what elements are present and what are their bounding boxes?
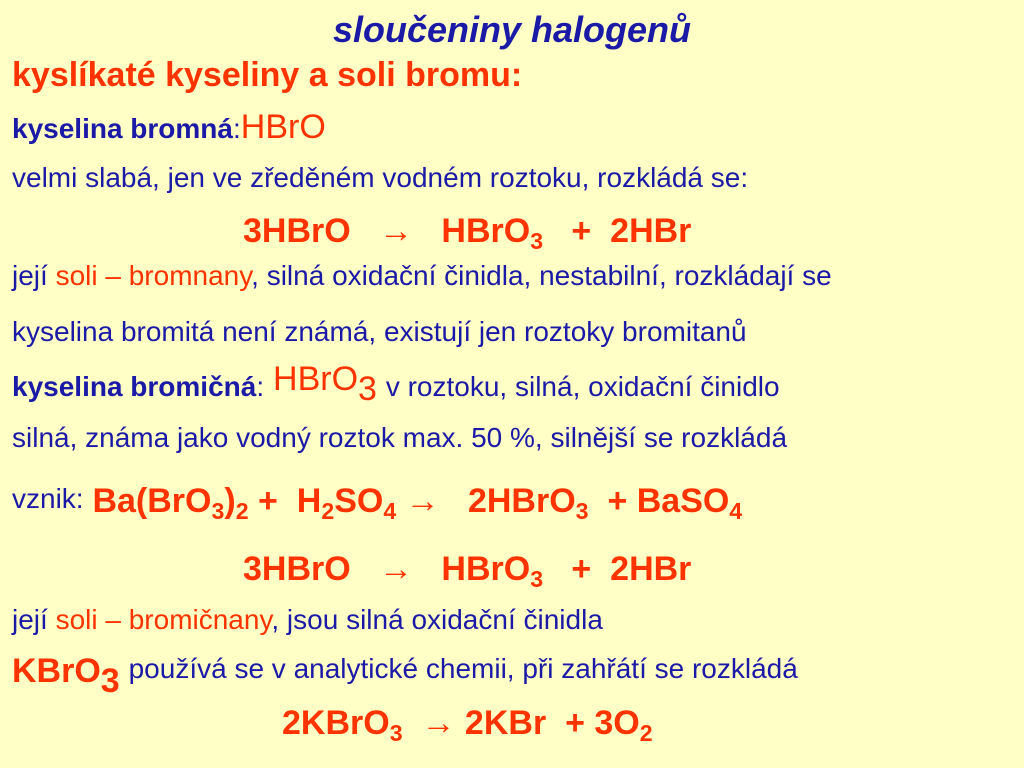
hbro3-desc: v roztoku, silná, oxidační činidlo xyxy=(385,371,780,402)
bromita-line: kyselina bromitá není známá, existují jen roztoky bromitanů xyxy=(12,316,747,347)
bromicnany-pre: její xyxy=(12,604,56,635)
bromnany-line xyxy=(12,262,832,290)
eq2-product-1-sub: 3 xyxy=(530,565,544,592)
hbro3-formula: HBrO xyxy=(273,360,359,398)
hbro-line xyxy=(12,110,326,144)
vznik-product-1-sub: 3 xyxy=(575,497,589,524)
eq2-arrow: → xyxy=(379,550,414,588)
hbro3-label: kyselina bromičná xyxy=(12,371,257,402)
vznik-plus-1: + xyxy=(258,482,278,520)
vznik-product-1: 2HBrO xyxy=(467,482,576,520)
vznik-line xyxy=(12,482,743,524)
bromnany-post: , silná oxidační činidla, nestabilní, rozkládají se xyxy=(251,260,832,291)
bromnany-soli: soli – bromnany xyxy=(55,260,252,291)
hbro3-formula-sub: 3 xyxy=(358,370,377,409)
bromicnany-soli: soli – bromičnany xyxy=(55,604,272,635)
kbro3-desc: používá se v analytické chemii, při zahřátí se rozkládá xyxy=(128,653,798,684)
silna-line: silná, známa jako vodný roztok max. 50 %, silnější se rozkládá xyxy=(12,422,788,453)
vznik-reactant-1-close: ) xyxy=(224,482,236,520)
eq1-product-1: HBrO xyxy=(441,212,531,250)
eq1-reactant: 3HBrO xyxy=(243,212,351,250)
hbro-formula: HBrO xyxy=(240,108,326,146)
vznik-reactant-2a: H xyxy=(296,482,322,520)
eq2-plus: + xyxy=(571,550,592,588)
vznik-arrow: → xyxy=(405,482,440,520)
hbro3-line xyxy=(12,360,780,409)
vznik-label: vznik: xyxy=(12,483,84,514)
vznik-reactant-2-sub1: 2 xyxy=(321,497,335,524)
kbro3-formula-sub: 3 xyxy=(100,662,120,701)
vznik-product-2-sub: 4 xyxy=(729,497,743,524)
eq1-plus: + xyxy=(571,212,592,250)
bromicnany-line xyxy=(12,606,603,634)
eq3-product-1: 2KBr xyxy=(464,704,547,742)
section-heading: kyslíkaté kyseliny a soli bromu: xyxy=(12,56,523,94)
vznik-reactant-1: Ba(BrO xyxy=(92,482,212,520)
equation-3 xyxy=(282,704,653,746)
vznik-reactant-2-sub2: 4 xyxy=(383,497,397,524)
page-title: sloučeniny halogenů xyxy=(332,9,692,50)
eq3-reactant: 2KBrO xyxy=(282,704,390,742)
vznik-reactant-1-sub2: 2 xyxy=(235,497,249,524)
eq2-product-2: 2HBr xyxy=(610,550,692,588)
eq1-product-2: 2HBr xyxy=(610,212,692,250)
hbro-label: kyselina bromná xyxy=(12,113,233,144)
eq3-arrow: → xyxy=(421,704,456,742)
hbro-colon: : xyxy=(232,113,241,144)
vznik-product-2: + BaSO xyxy=(607,482,730,520)
kbro3-line xyxy=(12,652,798,701)
bromicnany-post: , jsou silná oxidační činidla xyxy=(271,604,603,635)
eq3-reactant-sub: 3 xyxy=(389,719,403,746)
hbro3-colon: : xyxy=(256,371,265,402)
equation-1 xyxy=(243,212,692,254)
vznik-reactant-1-sub: 3 xyxy=(211,497,225,524)
eq1-arrow: → xyxy=(379,212,414,250)
eq2-product-1: HBrO xyxy=(441,550,531,588)
vznik-reactant-2b: SO xyxy=(334,482,384,520)
velmi-slaba-line: velmi slabá, jen ve zředěném vodném roztoku, rozkládá se: xyxy=(12,162,749,193)
eq2-reactant: 3HBrO xyxy=(243,550,351,588)
eq3-product-2-sub: 2 xyxy=(639,719,653,746)
eq3-product-2: + 3O xyxy=(565,704,640,742)
equation-2 xyxy=(243,550,692,592)
kbro3-formula: KBrO xyxy=(12,652,101,690)
bromnany-pre: její xyxy=(12,260,56,291)
eq1-product-1-sub: 3 xyxy=(530,227,544,254)
